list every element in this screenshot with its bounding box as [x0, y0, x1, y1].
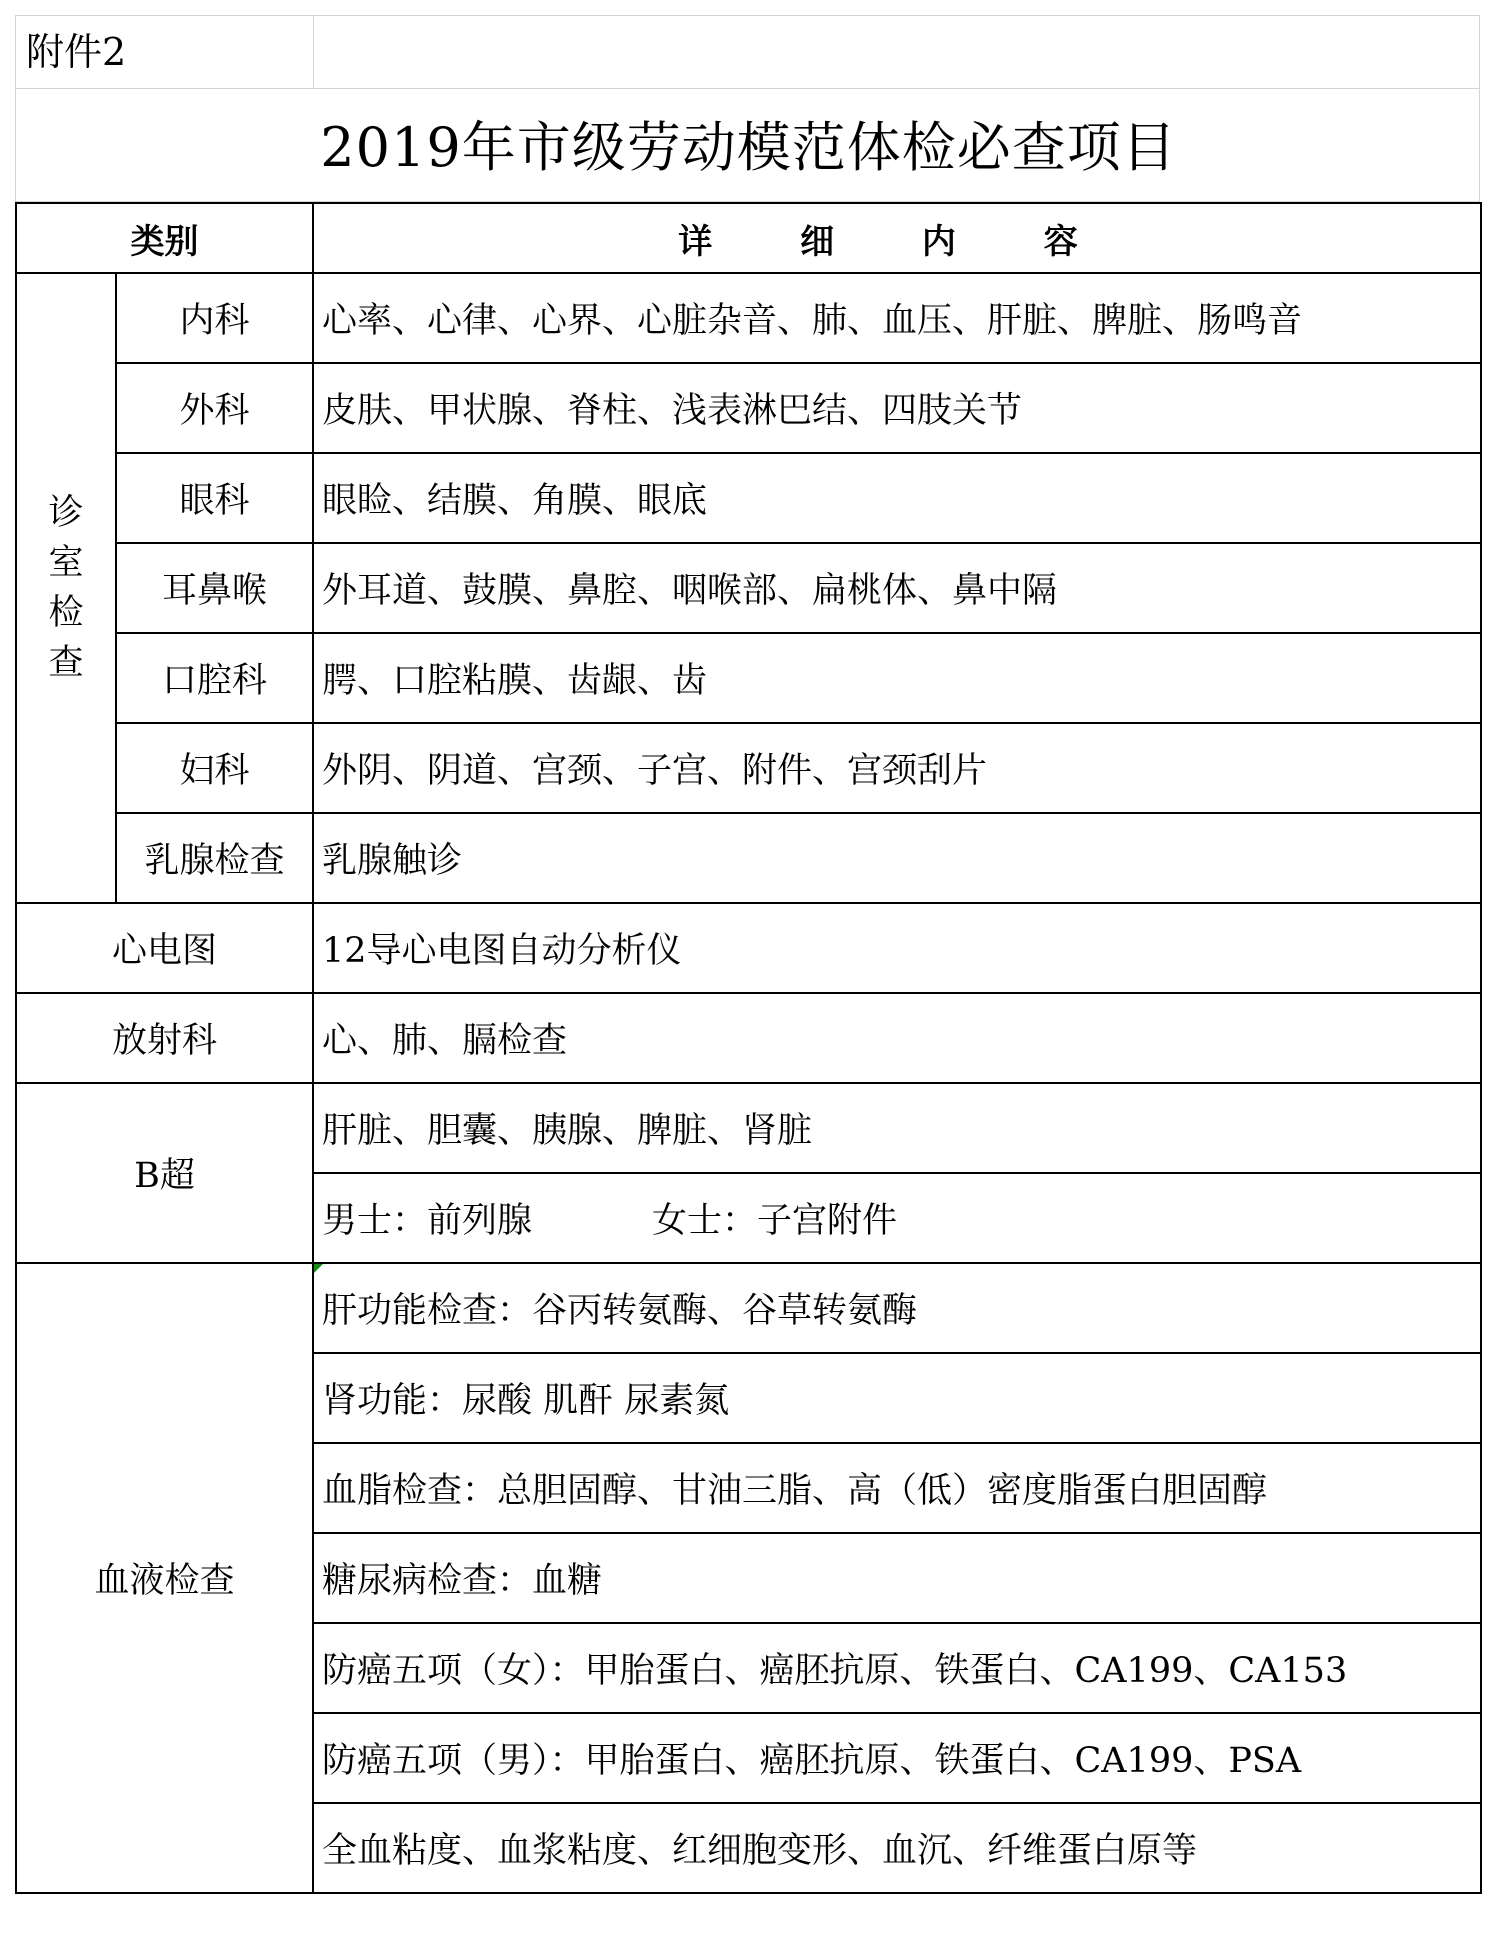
table-row — [16, 993, 1481, 1083]
male-item: 男士：前列腺 — [322, 1201, 533, 1241]
table-row — [16, 543, 1481, 633]
detail-cell: 外耳道、鼓膜、鼻腔、咽喉部、扁桃体、鼻中隔 — [313, 543, 1481, 633]
group-label-char: 查 — [48, 643, 84, 683]
header-area — [15, 15, 1480, 202]
header-category: 类别 — [16, 203, 313, 273]
detail-cell: 外阴、阴道、宫颈、子宫、附件、宫颈刮片 — [313, 723, 1481, 813]
detail-cell: 皮肤、甲状腺、脊柱、浅表淋巴结、四肢关节 — [313, 363, 1481, 453]
detail-cell: 全血粘度、血浆粘度、红细胞变形、血沉、纤维蛋白原等 — [313, 1803, 1481, 1893]
table-row — [16, 633, 1481, 723]
category-label: 血液检查 — [16, 1263, 313, 1893]
group-label-char: 室 — [48, 543, 84, 583]
header-detail: 详 细 内 容 — [313, 203, 1481, 273]
attachment-label: 附件2 — [26, 30, 127, 74]
detail-cell: 乳腺触诊 — [313, 813, 1481, 903]
detail-cell: 防癌五项（女）：甲胎蛋白、癌胚抗原、铁蛋白、CA199、CA153 — [313, 1623, 1481, 1713]
dept-label: 妇科 — [116, 723, 313, 813]
detail-cell: 眼睑、结膜、角膜、眼底 — [313, 453, 1481, 543]
detail-cell: 糖尿病检查：血糖 — [313, 1533, 1481, 1623]
table-row — [16, 813, 1481, 903]
dept-label: 口腔科 — [116, 633, 313, 723]
clinic-group-label — [16, 273, 116, 903]
female-item: 女士：子宫附件 — [652, 1201, 898, 1241]
table-row — [16, 363, 1481, 453]
document-sheet — [15, 15, 1480, 1932]
detail-cell: 防癌五项（男）：甲胎蛋白、癌胚抗原、铁蛋白、CA199、PSA — [313, 1713, 1481, 1803]
category-label: B超 — [16, 1083, 313, 1263]
table-row — [16, 723, 1481, 813]
exam-items-table — [15, 202, 1482, 1894]
category-label: 心电图 — [16, 903, 313, 993]
detail-cell: 肾功能：尿酸 肌酐 尿素氮 — [313, 1353, 1481, 1443]
grid-divider — [16, 88, 1479, 89]
dept-label: 耳鼻喉 — [116, 543, 313, 633]
table-row — [16, 273, 1481, 363]
detail-cell: 心率、心律、心界、心脏杂音、肺、血压、肝脏、脾脏、肠鸣音 — [313, 273, 1481, 363]
table-row — [16, 903, 1481, 993]
detail-cell: 12导心电图自动分析仪 — [313, 903, 1481, 993]
dept-label: 外科 — [116, 363, 313, 453]
group-label-char: 检 — [48, 593, 84, 633]
table-row — [16, 453, 1481, 543]
detail-cell: 肝功能检查：谷丙转氨酶、谷草转氨酶 — [313, 1263, 1481, 1353]
detail-cell — [313, 1173, 1481, 1263]
detail-cell: 血脂检查：总胆固醇、甘油三脂、高（低）密度脂蛋白胆固醇 — [313, 1443, 1481, 1533]
table-header-row — [16, 203, 1481, 273]
dept-label: 眼科 — [116, 453, 313, 543]
dept-label: 乳腺检查 — [116, 813, 313, 903]
dept-label: 内科 — [116, 273, 313, 363]
grid-divider — [313, 16, 314, 88]
page-title: 2019年市级劳动模范体检必查项目 — [320, 116, 1177, 179]
detail-cell: 腭、口腔粘膜、齿龈、齿 — [313, 633, 1481, 723]
detail-cell: 肝脏、胆囊、胰腺、脾脏、肾脏 — [313, 1083, 1481, 1173]
table-row — [16, 1263, 1481, 1353]
group-label-char: 诊 — [48, 493, 84, 533]
category-label: 放射科 — [16, 993, 313, 1083]
table-row — [16, 1083, 1481, 1173]
detail-cell: 心、肺、膈检查 — [313, 993, 1481, 1083]
